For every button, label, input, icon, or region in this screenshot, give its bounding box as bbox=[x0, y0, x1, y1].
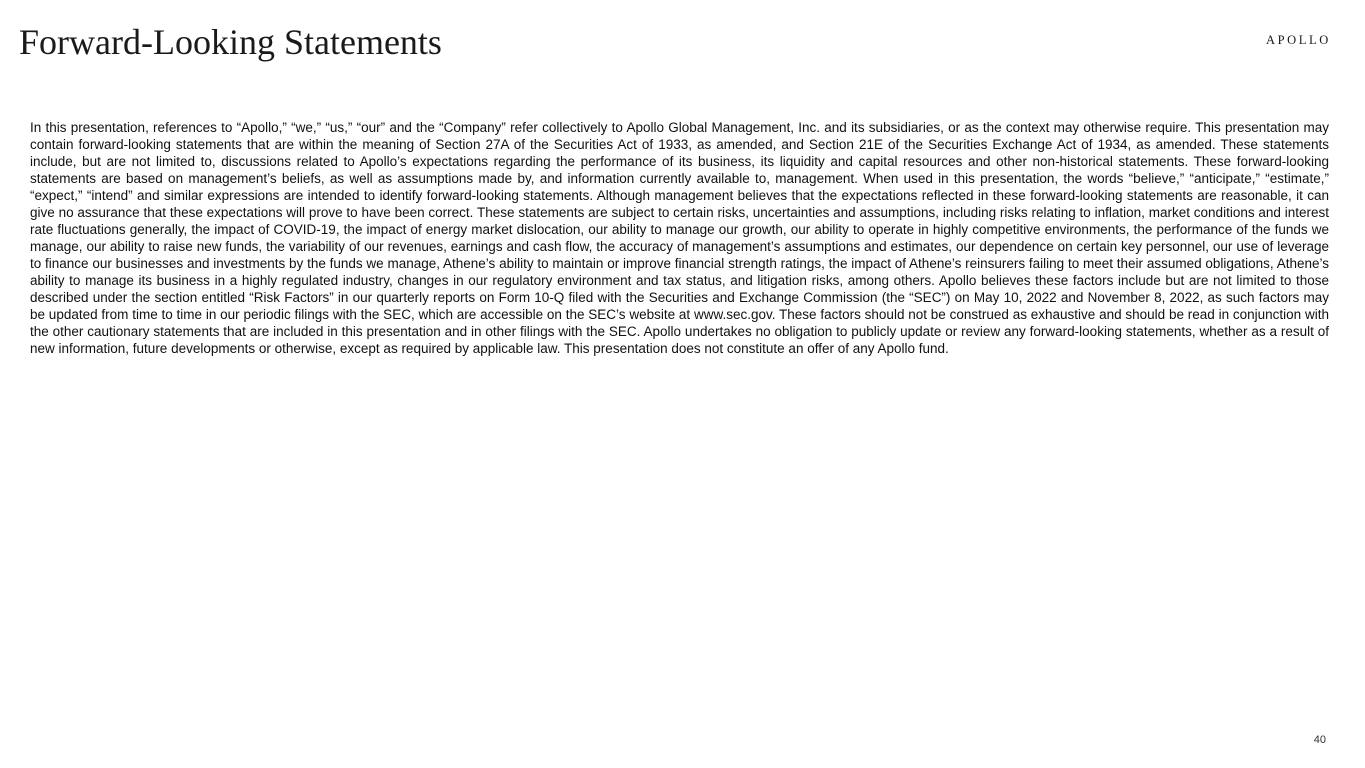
disclaimer-paragraph: In this presentation, references to “Apollo,” “we,” “us,” “our” and the “Company” refer collectively to Apollo Global Management, Inc. and its subsidiaries, or as the context may otherwise require. This presentation may contain forward-looking statements that are within the meaning of Section 27A of the Securities Act of 1933, as amended, and Section 21E of the Securities Exchange Act of 1934, as amended. These statements include, but are not limited to, discussions related to Apollo’s expectations regarding the performance of its business, its liquidity and capital resources and other non-historical statements. These forward-looking statements are based on management’s beliefs, as well as assumptions made by, and information currently available to, management. When used in this presentation, the words “believe,” “anticipate,” “estimate,” “expect,” “intend” and similar expressions are intended to identify forward-looking statements. Although management believes that the expectations reflected in these forward-looking statements are reasonable, it can give no assurance that these expectations will prove to have been correct. These statements are subject to certain risks, uncertainties and assumptions, including risks relating to inflation, market conditions and interest rate fluctuations generally, the impact of COVID-19, the impact of energy market dislocation, our ability to manage our growth, our ability to operate in highly competitive environments, the performance of the funds we manage, our ability to raise new funds, the variability of our revenues, earnings and cash flow, the accuracy of management’s assumptions and estimates, our dependence on certain key personnel, our use of leverage to finance our businesses and investments by the funds we manage, Athene’s ability to maintain or improve financial strength ratings, the impact of Athene’s reinsurers failing to meet their assumed obligations, Athene’s ability to manage its business in a highly regulated industry, changes in our regulatory environment and tax status, and litigation risks, among others. Apollo believes these factors include but are not limited to those described under the section entitled “Risk Factors” in our quarterly reports on Form 10-Q filed with the Securities and Exchange Commission (the “SEC”) on May 10, 2022 and November 8, 2022, as such factors may be updated from time to time in our periodic filings with the SEC, which are accessible on the SEC’s website at www.sec.gov. These factors should not be construed as exhaustive and should be read in conjunction with the other cautionary statements that are included in this presentation and in other filings with the SEC. Apollo undertakes no obligation to publicly update or review any forward-looking statements, whether as a result of new information, future developments or otherwise, except as required by applicable law. This presentation does not constitute an offer of any Apollo fund. bbox=[30, 120, 1329, 356]
page-number: 40 bbox=[1313, 734, 1326, 746]
page-title: Forward-Looking Statements bbox=[19, 22, 442, 62]
apollo-logo: APOLLO bbox=[1266, 33, 1331, 47]
